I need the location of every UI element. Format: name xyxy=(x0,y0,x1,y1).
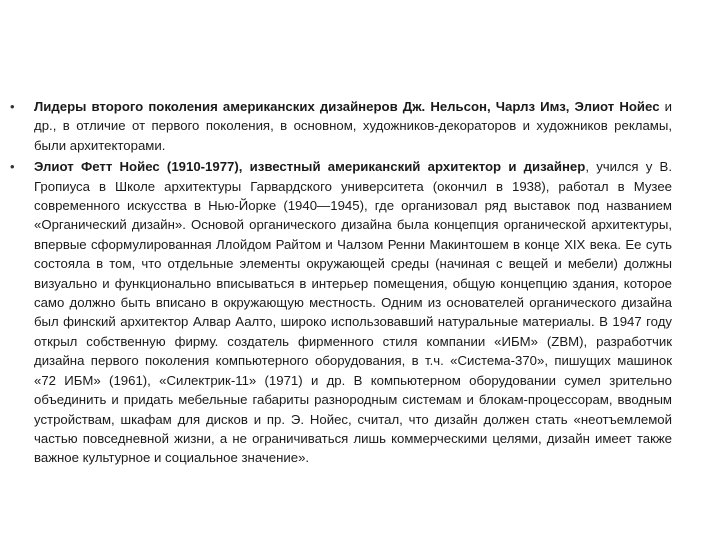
bullet-bold-text: Элиот Фетт Нойес (1910-1977), известный американский архитектор и дизайнер xyxy=(34,159,586,175)
bullet-text xyxy=(34,97,672,155)
bullet-item-2 xyxy=(10,157,672,468)
bullet-dot: • xyxy=(10,99,15,114)
bullet-body-text: и др., в отличие от первого поколения, в основном, художников-декораторов и художников рекламы, были архитекторами. xyxy=(34,99,672,153)
bullet-list xyxy=(10,97,672,470)
bullet-item-1 xyxy=(10,97,672,155)
bullet-body-text: , учился у В. Гропиуса в Школе архитектуры Гарвардского университета (окончил в 1938), работал в Музее современного искусства в Нью-Йорке (1940—1945), где организовал ряд выставок под названием «Органический дизайн». Основой органического дизайна была концепция органической архитектуры, впервые сформулированная Ллойдом Райтом и Чалзом Ренни Макинтошем в конце XIX века. Ее суть состояла в том, что отдельные элементы окружающей среды (начиная с вещей и мебели) должны визуально и функционально вписываться в интерьер помещения, общую концепцию здания, которое само должно быть вписано в окружающую местность. Одним из основателей органического дизайна был финский архитектор Алвар Аалто, широко использовавший натуральные материалы. В 1947 году открыл собственную фирму. создатель фирменного стиля компании «ИБМ» (ZBM), разработчик дизайна первого поколения компьютерного оборудования, в т.ч. «Система-370», пишущих машинок «72 ИБМ» (1961), «Силектрик-11» (1971) и др. В компьютерном оборудовании сумел зрительно объединить и придать мебельные габариты разнородным системам и блокам-процессорам, вводным устройствам, шкафам для дисков и пр. Э. Нойес, считал, что дизайн должен стать «неотъемлемой частью повседневной жизни, а не ограничиваться лишь коммерческими целями, дизайн имеет также важное культурное и социальное значение». xyxy=(34,159,672,466)
bullet-text xyxy=(34,157,672,468)
bullet-dot: • xyxy=(10,159,15,175)
bullet-bold-text: Лидеры второго поколения американских дизайнеров Дж. Нельсон, Чарлз Имз, Элиот Нойес xyxy=(34,99,660,114)
